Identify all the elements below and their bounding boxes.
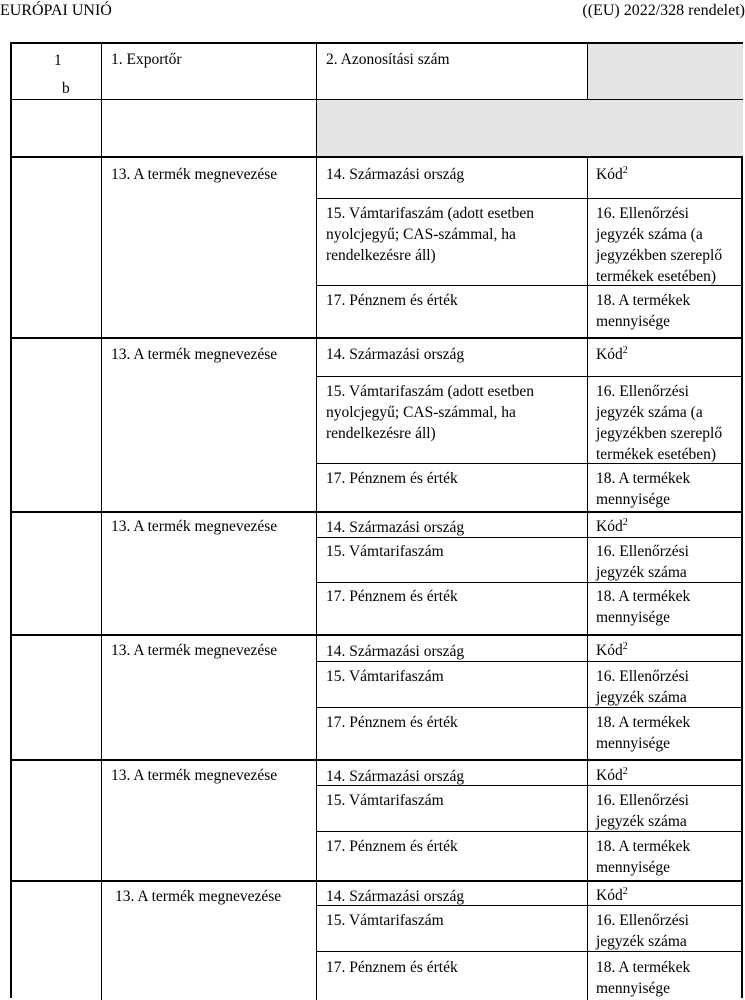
block-2-separator	[12, 337, 743, 339]
gray-field-id	[317, 100, 743, 156]
block-1-quantity-1: 18. A termékek	[596, 292, 691, 309]
block-1-tariff-1: 15. Vámtarifaszám (adott esetben	[326, 205, 535, 222]
block-4-quantity-1: 18. A termékek	[596, 714, 691, 731]
block-4-control-1: 16. Ellenőrzési	[596, 668, 689, 685]
form-frame	[10, 42, 743, 998]
block-6-code: Kód$^2$	[596, 885, 628, 904]
block-4-control-2: jegyzék száma	[596, 689, 687, 706]
block-2-control-4: termékek esetében)	[596, 446, 717, 463]
block-3-product-name: 13. A termék megnevezése	[111, 518, 278, 535]
block-3-separator	[12, 511, 743, 513]
block-1-code: Kód$^2$	[596, 164, 628, 183]
block-2-tariff-3: rendelkezésre áll)	[326, 425, 436, 442]
block-1-control-2: jegyzék száma (a	[596, 226, 703, 243]
block-2-control-2: jegyzék száma (a	[596, 404, 703, 421]
block-4-tariff-1: 15. Vámtarifaszám	[326, 668, 444, 685]
block-6-quantity-2: mennyisége	[596, 980, 671, 997]
block-2-tariff-2: nyolcjegyű; CAS-számmal, ha	[326, 404, 516, 421]
block-1-col-line	[587, 158, 588, 337]
block-6-quantity-1: 18. A termékek	[596, 959, 691, 976]
block-2-row-line-1	[317, 376, 743, 377]
block-5-control-1: 16. Ellenőrzési	[596, 792, 689, 809]
block-3-code: Kód$^2$	[596, 516, 628, 535]
box-number: 1	[54, 52, 62, 69]
id-number-label: 2. Azonosítási szám	[326, 51, 450, 68]
block-4-code-footnote: 2	[622, 640, 628, 652]
header-right: ((EU) 2022/328 rendelet)	[582, 2, 745, 19]
block-3-control-2: jegyzék száma	[596, 564, 687, 581]
block-5-tariff-1: 15. Vámtarifaszám	[326, 792, 444, 809]
block-1-quantity-2: mennyisége	[596, 313, 671, 330]
block-5-control-2: jegyzék száma	[596, 813, 687, 830]
block-4-quantity-2: mennyisége	[596, 735, 671, 752]
block-1-control-3: jegyzékben szereplő	[596, 247, 723, 264]
block-4-code: Kód$^2$	[596, 640, 628, 659]
block-1-origin: 14. Származási ország	[326, 166, 465, 183]
block-4-product-name: 13. A termék megnevezése	[111, 642, 278, 659]
block-3-code-footnote: 2	[622, 516, 628, 528]
box-letter: b	[62, 80, 70, 97]
block-1-control-4: termékek esetében)	[596, 268, 717, 285]
block-5-quantity-2: mennyisége	[596, 859, 671, 876]
col-line-1	[101, 44, 102, 1000]
block-5-quantity-1: 18. A termékek	[596, 838, 691, 855]
block-2-tariff-1: 15. Vámtarifaszám (adott esetben	[326, 383, 535, 400]
block-2-origin: 14. Származási ország	[326, 346, 465, 363]
block-5-product-name: 13. A termék megnevezése	[111, 767, 278, 784]
block-2-currency: 17. Pénznem és érték	[326, 470, 458, 487]
block-5-separator	[12, 759, 743, 761]
block-2-product-name: 13. A termék megnevezése	[111, 346, 278, 363]
block-6-control-1: 16. Ellenőrzési	[596, 912, 689, 929]
block-1-product-name: 13. A termék megnevezése	[111, 166, 278, 183]
block-5-currency: 17. Pénznem és érték	[326, 838, 458, 855]
block-3-tariff-1: 15. Vámtarifaszám	[326, 543, 444, 560]
block-1-row-line-1	[317, 198, 743, 199]
block-1-control-1: 16. Ellenőrzési	[596, 205, 689, 222]
block-2-code: Kód$^2$	[596, 344, 628, 363]
col-line-2	[316, 44, 317, 1000]
block-2-control-1: 16. Ellenőrzési	[596, 383, 689, 400]
gray-field-top	[588, 44, 743, 99]
block-6-product-name: 13. A termék megnevezése	[115, 888, 282, 905]
block-2-quantity-1: 18. A termékek	[596, 470, 691, 487]
block-6-code-footnote: 2	[622, 885, 628, 897]
block-6-currency: 17. Pénznem és érték	[326, 959, 458, 976]
block-1-separator	[12, 156, 743, 158]
block-4-origin: 14. Származási ország	[326, 643, 465, 660]
block-5-col-line	[587, 761, 588, 880]
block-6-origin: 14. Származási ország	[326, 888, 465, 905]
block-6-tariff-1: 15. Vámtarifaszám	[326, 912, 444, 929]
block-4-currency: 17. Pénznem és érték	[326, 714, 458, 731]
block-4-separator	[12, 634, 743, 636]
block-6-control-2: jegyzék száma	[596, 933, 687, 950]
block-1-code-footnote: 2	[622, 164, 628, 176]
block-2-col-line	[587, 339, 588, 511]
block-2-control-3: jegyzékben szereplő	[596, 425, 723, 442]
block-3-origin: 14. Származási ország	[326, 519, 465, 536]
block-4-col-line	[587, 636, 588, 759]
block-1-tariff-3: rendelkezésre áll)	[326, 247, 436, 264]
block-3-col-line	[587, 513, 588, 634]
block-6-col-line	[587, 882, 588, 1000]
block-6-separator	[12, 880, 743, 882]
block-3-control-1: 16. Ellenőrzési	[596, 543, 689, 560]
header-left: EURÓPAI UNIÓ	[0, 2, 112, 19]
block-2-quantity-2: mennyisége	[596, 491, 671, 508]
block-1-currency: 17. Pénznem és érték	[326, 292, 458, 309]
block-1-tariff-2: nyolcjegyű; CAS-számmal, ha	[326, 226, 516, 243]
block-3-currency: 17. Pénznem és érték	[326, 588, 458, 605]
block-5-origin: 14. Származási ország	[326, 768, 465, 785]
block-3-quantity-2: mennyisége	[596, 609, 671, 626]
block-2-code-footnote: 2	[622, 344, 628, 356]
block-5-code: Kód$^2$	[596, 765, 628, 784]
block-3-quantity-1: 18. A termékek	[596, 588, 691, 605]
exporter-label: 1. Exportőr	[111, 51, 182, 68]
block-5-code-footnote: 2	[622, 765, 628, 777]
